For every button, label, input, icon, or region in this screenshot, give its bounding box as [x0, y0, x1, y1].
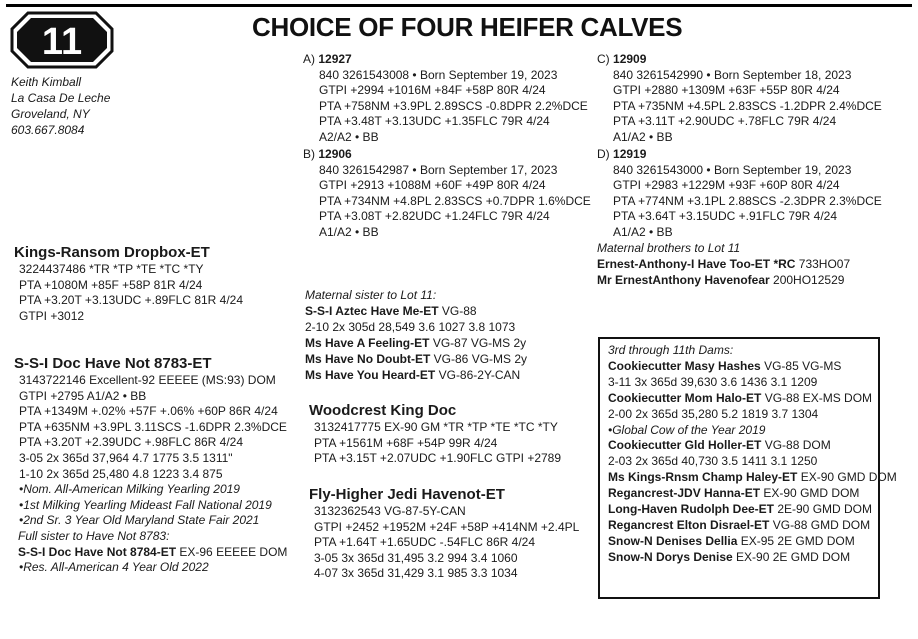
- calf-line: 840 3261542987 • Born September 17, 2023: [319, 162, 558, 177]
- list-item: Cookiecutter Gld Holler-ET VG-88 DOM: [608, 438, 831, 453]
- sire-name: Woodcrest King Doc: [309, 402, 457, 419]
- sire-line: 3224437486 *TR *TP *TE *TC *TY: [19, 262, 204, 276]
- sire-line: PTA +1.64T +1.65UDC -.54FLC 86R 4/24: [314, 535, 536, 550]
- calf-letter: C): [597, 52, 610, 66]
- calf-line: 840 3261542990 • Born September 18, 2023: [613, 67, 852, 82]
- calf-letter: D): [597, 147, 610, 161]
- calf-line: PTA +3.48T +3.13UDC +1.35FLC 79R 4/24: [319, 114, 550, 129]
- dam-line: PTA +1349M +.02% +57F +.06% +60P 86R 4/24: [19, 404, 278, 419]
- honor-line: •Global Cow of the Year 2019: [608, 422, 766, 437]
- list-item: Ms Have A Feeling-ET VG-87 VG-MS 2y: [305, 336, 527, 350]
- maternal-brothers: [597, 240, 850, 288]
- calf-a: [303, 52, 588, 146]
- calf-line: 840 3261543000 • Born September 19, 2023: [613, 162, 852, 177]
- list-item: Regancrest Elton Disrael-ET VG-88 GMD DOM: [608, 517, 871, 532]
- sire-line: GTPI +3012: [19, 308, 85, 323]
- lot-number: 11: [41, 21, 83, 63]
- sire-woodcrest-king-doc: [309, 402, 561, 467]
- calf-number: 12906: [318, 147, 352, 161]
- list-item: Long-Haven Rudolph Dee-ET 2E-90 GMD DOM: [608, 502, 873, 517]
- lot-badge: [10, 11, 114, 69]
- list-item: Snow-N Dorys Denise EX-90 2E GMD DOM: [608, 549, 851, 564]
- calf-line: PTA +735NM +4.5PL 2.83SCS -1.2DPR 2.4%DCE: [613, 98, 882, 113]
- page-title: CHOICE OF FOUR HEIFER CALVES: [252, 12, 683, 42]
- calf-line: A1/A2 • BB: [613, 129, 673, 144]
- sire-name: Kings-Ransom Dropbox-ET: [14, 244, 210, 261]
- list-item: Regancrest-JDV Hanna-ET EX-90 GMD DOM: [608, 486, 860, 501]
- sire-line: 3132362543 VG-87-5Y-CAN: [314, 504, 466, 518]
- sire-record: 3-05 3x 365d 31,495 3.2 994 3.4 1060: [314, 550, 518, 565]
- calf-line: PTA +3.08T +2.82UDC +1.24FLC 79R 4/24: [319, 209, 550, 224]
- top-rule: [6, 4, 912, 7]
- list-item: Ms Have You Heard-ET VG-86-2Y-CAN: [305, 368, 521, 382]
- calf-line: PTA +3.64T +3.15UDC +.91FLC 79R 4/24: [613, 209, 838, 224]
- sire-line: PTA +3.15T +2.07UDC +1.90FLC GTPI +2789: [314, 451, 562, 466]
- octagon-badge-icon: [10, 11, 114, 69]
- dam-record: 3-05 2x 365d 37,964 4.7 1775 3.5 1311": [19, 450, 233, 465]
- record-line: 3-11 3x 365d 39,630 3.6 1436 3.1 1209: [608, 374, 818, 389]
- dam-line: GTPI +2795 A1/A2 • BB: [19, 388, 147, 403]
- list-item: Cookiecutter Mom Halo-ET VG-88 EX-MS DOM: [608, 390, 873, 405]
- sire-line: PTA +1080M +85F +58P 81R 4/24: [19, 277, 203, 292]
- calf-number: 12927: [318, 52, 352, 66]
- sire-line: GTPI +2452 +1952M +24F +58P +414NM +2.4PL: [314, 519, 580, 534]
- list-item: Mr ErnestAnthony Havenofear 200HO12529: [597, 273, 845, 287]
- sire-kings-ransom: [14, 244, 243, 324]
- calf-c: [597, 52, 882, 146]
- record-line: 2-03 2x 365d 40,730 3.5 1411 3.1 1250: [608, 454, 818, 469]
- owner-farm: La Casa De Leche: [11, 91, 111, 105]
- calf-number: 12909: [613, 52, 647, 66]
- dam-record: 1-10 2x 365d 25,480 4.8 1223 3.4 875: [19, 466, 223, 481]
- owner-phone: 603.667.8084: [11, 123, 85, 137]
- dam-line: 3143722146 Excellent-92 EEEEE (MS:93) DOM: [19, 373, 276, 387]
- calf-letter: A): [303, 52, 315, 66]
- calf-line: GTPI +2913 +1088M +60F +49P 80R 4/24: [319, 178, 546, 193]
- calf-letter: B): [303, 147, 315, 161]
- calf-line: GTPI +2880 +1309M +63F +55P 80R 4/24: [613, 83, 840, 98]
- list-item: S-S-I Aztec Have Me-ET VG-88: [305, 304, 477, 318]
- record-line: 2-00 2x 365d 35,280 5.2 1819 3.7 1304: [608, 406, 819, 421]
- owner-name: Keith Kimball: [11, 75, 82, 89]
- list-item: Ernest-Anthony-I Have Too-ET *RC 733HO07: [597, 257, 851, 271]
- sire-line: PTA +1561M +68F +54P 99R 4/24: [314, 435, 498, 450]
- calf-number: 12919: [613, 147, 647, 161]
- dam-honor: •1st Milking Yearling Mideast Fall National 2019: [19, 497, 272, 512]
- sire-name: Fly-Higher Jedi Havenot-ET: [309, 486, 505, 503]
- calf-line: GTPI +2983 +1229M +93F +60P 80R 4/24: [613, 178, 840, 193]
- calf-line: A1/A2 • BB: [613, 224, 673, 239]
- sire-fly-higher-jedi: [309, 486, 579, 582]
- dams-box: [598, 337, 897, 599]
- list-item: Ms Kings-Rnsm Champ Haley-ET EX-90 GMD DOM: [608, 470, 897, 485]
- dam-have-not-8783: [14, 355, 287, 576]
- calf-line: A2/A2 • BB: [319, 129, 379, 144]
- maternal-brothers-label: Maternal brothers to Lot 11: [597, 241, 741, 255]
- record-line: 2-10 2x 305d 28,549 3.6 1027 3.8 1073: [305, 320, 516, 334]
- calf-line: 840 3261543008 • Born September 19, 2023: [319, 67, 558, 82]
- calf-d: [597, 147, 882, 241]
- dam-honor: •Nom. All-American Milking Yearling 2019: [19, 482, 240, 497]
- list-item: Ms Have No Doubt-ET VG-86 VG-MS 2y: [305, 352, 528, 366]
- calf-line: PTA +734NM +4.8PL 2.83SCS +0.7DPR 1.6%DCE: [319, 193, 591, 208]
- list-item: Snow-N Denises Dellia EX-95 2E GMD DOM: [608, 533, 855, 548]
- sire-record: 4-07 3x 365d 31,429 3.1 985 3.3 1034: [314, 566, 518, 581]
- sire-line: 3132417775 EX-90 GM *TR *TP *TE *TC *TY: [314, 420, 558, 434]
- owner-info: [11, 74, 110, 138]
- maternal-sister: [305, 287, 527, 383]
- calf-line: GTPI +2994 +1016M +84F +58P 80R 4/24: [319, 83, 546, 98]
- maternal-sister-label: Maternal sister to Lot 11:: [305, 288, 437, 302]
- calf-line: A1/A2 • BB: [319, 224, 379, 239]
- calf-line: PTA +758NM +3.9PL 2.89SCS -0.8DPR 2.2%DCE: [319, 98, 588, 113]
- calf-b: [303, 147, 591, 241]
- dam-honor: •2nd Sr. 3 Year Old Maryland State Fair 2021: [19, 513, 260, 528]
- full-sister-label: Full sister to Have Not 8783:: [18, 528, 170, 543]
- dam-line: PTA +3.20T +2.39UDC +.98FLC 86R 4/24: [19, 435, 244, 450]
- sire-line: PTA +3.20T +3.13UDC +.89FLC 81R 4/24: [19, 293, 244, 308]
- calf-line: PTA +774NM +3.1PL 2.88SCS -2.3DPR 2.3%DCE: [613, 193, 882, 208]
- owner-location: Groveland, NY: [11, 107, 90, 121]
- dams-box-label: 3rd through 11th Dams:: [608, 343, 734, 357]
- full-sister-honor: •Res. All-American 4 Year Old 2022: [19, 560, 209, 575]
- dam-name: S-S-I Doc Have Not 8783-ET: [14, 355, 212, 372]
- list-item: Cookiecutter Masy Hashes VG-85 VG-MS: [608, 358, 842, 373]
- dam-line: PTA +635NM +3.9PL 3.11SCS -1.6DPR 2.3%DCE: [19, 419, 287, 434]
- calf-line: PTA +3.11T +2.90UDC +.78FLC 79R 4/24: [613, 114, 837, 129]
- full-sister: S-S-I Doc Have Not 8784-ET EX-96 EEEEE DOM: [18, 544, 288, 559]
